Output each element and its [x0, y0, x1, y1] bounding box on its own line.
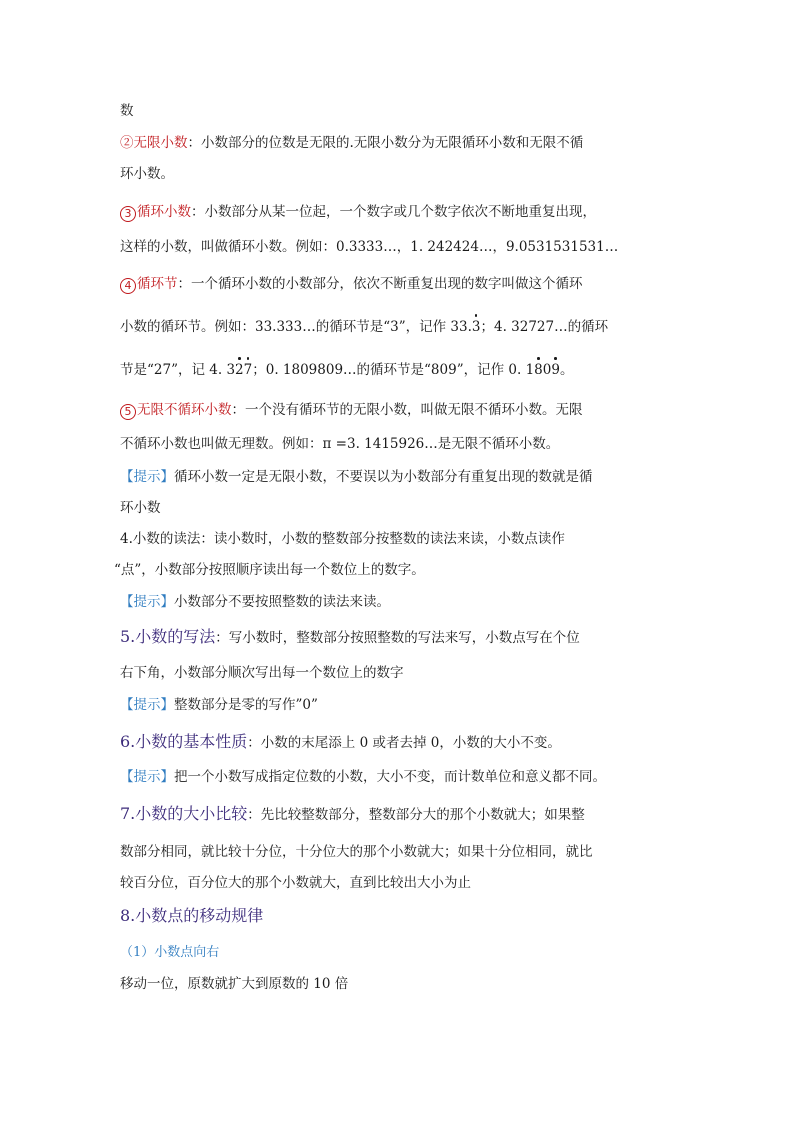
text-line [120, 805, 585, 824]
term-recurring-decimal: 循环小数 [137, 204, 191, 220]
circled-number: 3 [120, 206, 136, 222]
text-segment: 节是“27”，记 4. 3 [120, 362, 236, 378]
section-heading: 5.小数的写法 [120, 627, 216, 646]
tip-label: 【提示】 [120, 769, 174, 785]
definition: ：一个循环小数的小数部分，依次不断重复出现的数字叫做这个循环 [177, 276, 583, 292]
text-line [120, 275, 583, 294]
tip-text: 整数部分是零的写作”0” [174, 697, 318, 713]
term-repetend: 循环节 [137, 276, 178, 292]
text-line: “点”，小数部分按照顺序读出每一个数位上的数字。 [114, 562, 425, 578]
text-segment: 0 [542, 362, 552, 378]
tip-text: 循环小数一定是无限小数，不要误以为小数部分有重复出现的数就是循 [174, 469, 593, 485]
sub-heading: （1）小数点向右 [120, 945, 220, 960]
definition: ：小数部分的位数是无限的.无限小数分为无限循环小数和无限不循 [187, 135, 584, 151]
text-line: 右下角，小数部分顺次写出每一个数位上的数字 [120, 665, 404, 681]
dotted-digit: 2 [235, 362, 244, 378]
text-line: 数部分相同，就比较十分位，十分位大的那个小数就大；如果十分位相同，就比 [120, 844, 593, 860]
term-infinite-decimal: ②无限小数 [120, 135, 188, 151]
text-line: 环小数。 [120, 166, 174, 182]
section-heading: 8.小数点的移动规律 [120, 906, 264, 925]
text-segment: 小数的循环节。例如：33.333…的循环节是“3”，记作 33. [120, 319, 472, 335]
text-segment: ；4. 32727…的循环 [480, 319, 609, 335]
text-line [120, 696, 318, 714]
dotted-digit: 9 [551, 362, 560, 378]
tip-label: 【提示】 [120, 594, 174, 610]
text-line: 4.小数的读法：读小数时，小数的整数部分按整数的读法来读，小数点读作 [120, 531, 565, 547]
tip-label: 【提示】 [120, 469, 174, 485]
tip-text: 小数部分不要按照整数的读法来读。 [174, 594, 390, 610]
definition: ：小数的末尾添上 0 或者去掉 0，小数的大小不变。 [247, 735, 561, 751]
circled-number: 5 [120, 404, 136, 420]
text-line: 不循环小数也叫做无理数。例如：π =3. 1415926…是无限不循环小数。 [120, 436, 560, 452]
dotted-digit: 3 [471, 319, 481, 335]
text-segment: 。 [559, 362, 574, 378]
definition: ：小数部分从某一位起，一个数字或几个数字依次不断地重复出现， [191, 204, 596, 220]
text-line [120, 401, 583, 420]
text-line: 环小数 [120, 500, 161, 516]
text-line [120, 468, 593, 486]
term-irrational: 无限不循环小数 [137, 402, 232, 418]
text-line [120, 768, 606, 786]
text-line: 较百分位，百分位大的那个小数就大，直到比较出大小为止 [120, 875, 471, 891]
text-line [120, 134, 583, 152]
text-line: 移动一位，原数就扩大到原数的 10 倍 [120, 976, 349, 992]
text-line [120, 733, 561, 752]
text-line: 数 [120, 103, 134, 119]
text-line: 这样的小数，叫做循环小数。例如：0.3333…，1. 242424…，9.0531531531… [120, 239, 619, 255]
text-line [120, 628, 580, 647]
text-line [120, 203, 596, 222]
text-line [120, 361, 573, 379]
tip-label: 【提示】 [120, 697, 174, 713]
dotted-digit: 8 [534, 362, 543, 378]
section-heading: 7.小数的大小比较 [120, 804, 248, 823]
definition: ：先比较整数部分，整数部分大的那个小数就大；如果整 [247, 807, 585, 823]
text-segment: ；0. 1809809…的循环节是“809”，记作 0. 1 [252, 362, 535, 378]
circled-number: 4 [120, 278, 136, 294]
dotted-digit: 7 [243, 362, 253, 378]
tip-text: 把一个小数写成指定位数的小数，大小不变，而计数单位和意义都不同。 [174, 769, 606, 785]
text-line [120, 318, 608, 336]
text-line [120, 593, 390, 611]
section-heading: 6.小数的基本性质 [120, 732, 248, 751]
definition: ：写小数时，整数部分按照整数的写法来写，小数点写在个位 [215, 630, 580, 646]
definition: ：一个没有循环节的无限小数，叫做无限不循环小数。无限 [231, 402, 583, 418]
